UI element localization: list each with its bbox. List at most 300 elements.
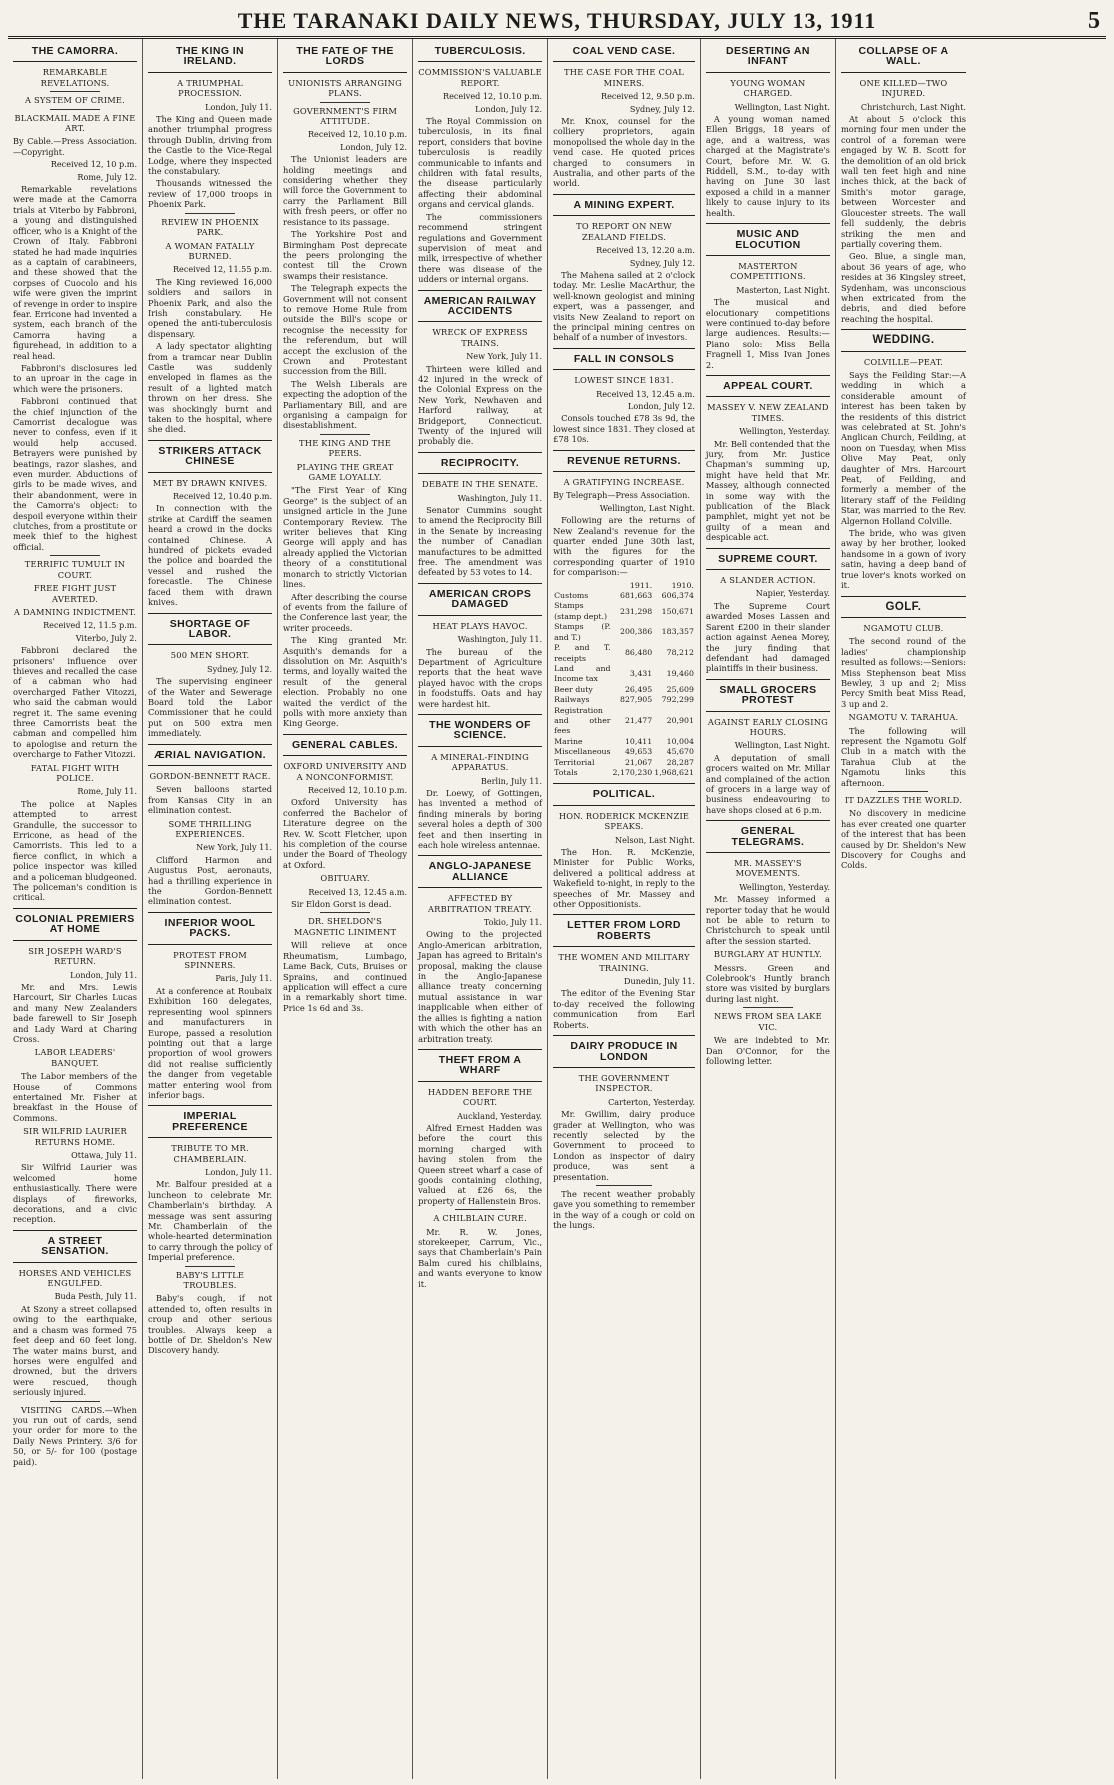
paragraph: Thirteen were killed and 42 injured in the wreck of the Colonial Express on the New York, Newhaven and Harford railway, at Bridgeport, Connecticut. Twenty of the injured will probably die.	[418, 363, 543, 447]
received-line: Received 12, 10.10 p.m.	[307, 785, 408, 795]
dateline: Sydney, July 12.	[207, 663, 273, 674]
deck: A CHILBLAIN CURE.	[433, 1213, 527, 1224]
rule	[706, 548, 830, 549]
rule	[50, 91, 100, 92]
table-cell: 10,411	[624, 736, 653, 746]
table-row	[553, 685, 695, 695]
masthead-title: THE TARANAKI DAILY NEWS, THURSDAY, JULY 13, 1911	[237, 8, 877, 33]
column-2	[143, 39, 278, 1779]
table-row	[553, 664, 695, 685]
rule	[553, 1067, 695, 1068]
deck: FREE FIGHT JUST AVERTED.	[33, 583, 117, 604]
rule	[148, 912, 272, 913]
paragraph: The police at Naples attempted to arrest Grandulle, the successor to Erricone, as head of the Camorrists. This led to a fierce conflict, in which a police inspector was killed and a policeman bludgeoned. The policeman's condition is critical.	[13, 798, 138, 903]
table-cell: 78,212	[666, 648, 694, 658]
paragraph: Mr. and Mrs. Lewis Harcourt, Sir Charles Lucas and many New Zealanders bade farewell to Sir Joseph and Lady Ward at Charing Cross.	[13, 981, 138, 1044]
deck: BURGLARY AT HUNTLY.	[713, 949, 822, 960]
deck: SIR JOSEPH WARD'S RETURN.	[28, 945, 122, 967]
table-row	[553, 758, 695, 768]
paragraph: Geo. Blue, a single man, about 36 years of age, who resides at 36 Kingsley street, Sydenham, was unconscious when extricated from the debris, and died before reaching the hospital.	[840, 251, 966, 324]
rule	[418, 290, 542, 291]
dateline: London, July 11.	[70, 969, 138, 980]
deck: TRIBUTE TO MR. CHAMBERLAIN.	[171, 1143, 249, 1164]
deck: FATAL FIGHT WITH POLICE.	[30, 762, 120, 783]
deck: MASSEY V. NEW ZEALAND TIMES.	[707, 402, 829, 423]
table-cell: Customs	[554, 591, 589, 601]
deck: ONE KILLED—TWO INJURED.	[859, 77, 948, 99]
rule	[841, 596, 966, 597]
table-cell: Beer duty	[554, 684, 593, 694]
paragraph: Remarkable revelations were made at the Camorra trials at Viterbo by Fabbroni, a young and distinguished officer, who is a Knight of the Crown of Italy. Fabbroni stated he had made inquiries as a captain of carabineers, and these showed that the corpses of Cuocolo and his wife were given the imprint of revenge in order to inspire fear. Erricone had invented a system, each branch of the Camorra having a figurehead, in addition to a real head.	[13, 184, 138, 361]
table-cell: 21,477	[624, 715, 653, 725]
headline: A MINING EXPERT.	[573, 198, 675, 211]
dateline: Napier, Yesterday.	[755, 588, 830, 599]
dateline: Dunedin, July 11.	[624, 976, 695, 987]
paragraph: The Telegraph expects the Government will not consent to remove Home Rule from outside the Bill's scope or recognise the necessity for the referendum, but will accept the exclusion of the Crown and Protestant succession from the Bill.	[283, 283, 408, 377]
advertisement: Mr. R. W. Jones, storekeeper, Carrum, Vic., says that Chamberlain's Pain Balm cured his chilblains, and wants everyone to know it.	[418, 1226, 543, 1289]
paragraph: The Labor members of the House of Commons entertained Mr. Fisher at breakfast in the House of Commons.	[13, 1071, 138, 1123]
deck: A SYSTEM OF CRIME.	[24, 95, 126, 106]
column-6	[701, 39, 836, 1779]
headline: THEFT FROM A WHARF	[438, 1053, 522, 1077]
rule	[841, 329, 966, 330]
rule	[283, 734, 407, 735]
deck: THE GOVERNMENT INSPECTOR.	[578, 1072, 670, 1094]
rule	[148, 440, 272, 441]
headline: GOLF.	[885, 600, 922, 613]
headline: TUBERCULOSIS.	[434, 45, 526, 57]
headline: REVENUE RETURNS.	[567, 454, 681, 467]
paragraph: The Supreme Court awarded Moses Lassen and Sarent £200 in their slander action against Aenea Morey, the jury finding that defendant had damaged plaintiffs in their business.	[705, 600, 830, 674]
headline: COLLAPSE OF A WALL.	[858, 45, 949, 68]
paragraph: At Szony a street collapsed owing to the earthquake, and a chasm was formed 75 feet deep and 60 feet long. The water mains burst, and horses were engulfed and drowned, but the drivers were rescued, though seriously injured.	[13, 1303, 138, 1398]
rule	[148, 1105, 272, 1106]
columns	[8, 39, 1106, 1779]
headline: COAL VEND CASE.	[572, 45, 676, 57]
rule	[553, 369, 695, 370]
paragraph: Owing to the projected Anglo-American arbitration, Japan has agreed to Britain's proposal, making the clause in the Anglo-Japanese alliance treaty concerning mutual assistance in war inapplicable when either of the allies is fighting a nation with which the other has an arbitration treaty.	[418, 929, 543, 1044]
headline: COLONIAL PREMIERS AT HOME	[15, 912, 135, 936]
table-row	[553, 622, 695, 643]
rule	[13, 940, 137, 941]
deck: HEAT PLAYS HAVOC.	[432, 620, 528, 631]
table-cell: 19,460	[666, 669, 694, 679]
table-cell: 86,480	[624, 648, 653, 658]
paragraph: The King granted Mr. Asquith's demands for a dissolution on Mr. Asquith's terms, and loyally waited the result of the general election. Probably no one waited the verdict of the polls with more anxiety than King George.	[283, 635, 408, 729]
headline: GENERAL TELEGRAMS.	[731, 825, 805, 848]
rule	[455, 1209, 505, 1210]
page-number: 5	[1088, 8, 1100, 34]
rule	[418, 855, 542, 856]
deck: COMMISSION'S VALUABLE REPORT.	[418, 67, 542, 88]
rule	[13, 908, 137, 909]
table-cell: Railways	[554, 695, 590, 705]
deck: HADDEN BEFORE THE COURT.	[427, 1086, 533, 1108]
headline: SHORTAGE OF LABOR.	[169, 617, 251, 640]
headline: ÆRIAL NAVIGATION.	[154, 748, 266, 761]
rule	[148, 944, 272, 945]
dateline: London, July 11.	[205, 1166, 273, 1177]
deck: WRECK OF EXPRESS TRAINS.	[432, 327, 528, 348]
rule	[706, 679, 830, 680]
dateline: Christchurch, Last Night.	[860, 101, 966, 112]
table-header-cell: 1911.	[629, 580, 653, 590]
table-cell: 10,004	[666, 736, 694, 746]
paragraph: A lady spectator alighting from a tramcar near Dublin Castle was suddenly enveloped in flames as the result of a lighted match thrown on her dress. She was shockingly burnt and taken to the hospital, where she died.	[148, 341, 273, 435]
received-line: Received 12, 11.5 p.m.	[43, 620, 138, 631]
rule	[706, 72, 830, 73]
deck: LOWEST SINCE 1831.	[574, 375, 674, 386]
deck: REMARKABLE REVELATIONS.	[40, 67, 110, 88]
received-line: Received 13, 12.45 a.m.	[596, 388, 695, 399]
headline: DESERTING AN INFANT	[726, 45, 810, 68]
paragraph: A deputation of small grocers waited on Mr. Millar and complained of the action of grocers in a large way of business endeavouring to have shops closed at 6 p.m.	[705, 752, 830, 815]
table-cell: 200,386	[619, 627, 653, 637]
table-cell: 21,067	[624, 757, 653, 767]
table-cell: Registration and other fees	[554, 705, 611, 736]
headline: GENERAL CABLES.	[291, 738, 399, 751]
dateline: Washington, July 11.	[457, 492, 543, 503]
deck: UNIONISTS ARRANGING PLANS.	[288, 77, 402, 99]
dateline: Carterton, Yesterday.	[608, 1096, 695, 1107]
rule	[553, 471, 695, 472]
deck: MASTERTON COMPETITIONS.	[730, 260, 806, 282]
received-line: Received 12, 9.50 p.m.	[600, 91, 695, 102]
dateline: Tokio, July 11.	[483, 917, 543, 928]
rule	[553, 914, 695, 915]
rule	[553, 194, 695, 195]
deck: HON. RODERICK MCKENZIE SPEAKS.	[558, 810, 690, 832]
received-line: Received 12, 10 p.m.	[50, 159, 138, 170]
table-cell: 20,901	[666, 715, 694, 725]
table-header-cell: 1910.	[671, 580, 694, 590]
paragraph: Clifford Harmon and Augustus Post, aeronauts, had a thrilling experience in the Gordon-Bennett elimination contest.	[148, 854, 273, 907]
paragraph: In connection with the strike at Cardiff the seamen heard a crowd in the docks contained Chinese. A hundred of pickets evaded the police and boarded the vessel and rushed the forecastle. The Chinese faced them with drawn knives.	[148, 503, 273, 608]
paragraph: Following are the returns of New Zealand's revenue for the quarter ended June 30th last, with the figures for the corresponding quarter of 1910 for comparison:—	[553, 515, 695, 578]
headline: APPEAL COURT.	[723, 379, 813, 392]
table-cell: Stamps (stamp dept.)	[554, 601, 608, 621]
rule	[148, 472, 272, 473]
deck: NEWS FROM SEA LAKE VIC.	[714, 1011, 822, 1032]
received-line: Received 12, 10.40 p.m.	[172, 491, 273, 502]
deck: BABY'S LITTLE TROUBLES.	[175, 1269, 245, 1291]
table-cell: 3,431	[629, 669, 653, 679]
rule	[553, 450, 695, 451]
dateline: Berlin, July 11.	[480, 775, 543, 786]
deck: DR. SHELDON'S MAGNETIC LINIMENT	[293, 916, 397, 937]
table-cell: 26,495	[624, 684, 653, 694]
rule	[418, 321, 542, 322]
rule	[320, 434, 370, 435]
deck: SIR WILFRID LAURIER RETURNS HOME.	[23, 1126, 127, 1147]
rule	[185, 213, 235, 214]
rule	[706, 852, 830, 853]
received-line: Received 13, 12.45 a.m.	[308, 886, 408, 897]
table-cell: Marine	[554, 736, 583, 746]
deck: YOUNG WOMAN CHARGED.	[730, 77, 806, 99]
paragraph: The Welsh Liberals are expecting the adoption of the Parliamentary Bill, and are organising a campaign for disestablishment.	[283, 378, 408, 431]
table-header-row	[553, 581, 695, 591]
table-cell: 25,609	[666, 684, 694, 694]
table-cell: 231,298	[619, 606, 653, 616]
paragraph: Senator Cummins sought to amend the Reciprocity Bill in the Senate by increasing the number of Canadian manufactures to be admitted free. The amendment was defeated by 53 votes to 14.	[418, 505, 543, 578]
paragraph: Sir Eldon Gorst is dead.	[291, 899, 392, 910]
table-cell: Stamps (P. and T.)	[554, 622, 611, 642]
dateline: Masterton, Last Night.	[736, 284, 830, 295]
paragraph: Messrs. Green and Colebrook's Huntly branch store was visited by burglars during last night.	[705, 962, 830, 1004]
rule	[50, 109, 100, 110]
rule	[50, 1401, 100, 1402]
dateline: London, July 12.	[340, 141, 408, 152]
rule	[706, 255, 830, 256]
dateline: Wellington, Last Night.	[734, 740, 830, 751]
paragraph: Mr. Gwillim, dairy produce grader at Wellington, who was recently selected by the Government to proceed to London as inspector of dairy produce, was sent a presentation.	[553, 1109, 695, 1182]
deck: DEBATE IN THE SENATE.	[421, 479, 539, 490]
table-row	[553, 591, 695, 601]
paragraph: At a conference at Roubaix Exhibition 160 delegates, representing wool spinners and manufacturers in Europe, passed a resolution pointing out that a large proportion of wool growers did not realise sufficiently the danger from vegetable matter entering wool from inferior bags.	[148, 985, 273, 1100]
headline: INFERIOR WOOL PACKS.	[164, 916, 256, 940]
paragraph: The King and Queen made another triumphal progress through Dublin, driving from the Castle to the Vice-Regal Lodge, where they inspected the constabulary.	[148, 114, 273, 177]
headline: AMERICAN RAILWAY ACCIDENTS	[423, 294, 537, 317]
headline: THE WONDERS OF SCIENCE.	[429, 718, 531, 742]
dateline: Rome, July 12.	[77, 171, 138, 182]
advertisement: The recent weather probably gave you something to remember in the way of a cough or cold on the lungs.	[553, 1188, 695, 1231]
table-row	[553, 737, 695, 747]
rule	[13, 61, 137, 62]
paragraph: The Mahena sailed at 2 o'clock today. Mr. Leslie MacArthur, the well-known geologist and mining expert, was a passenger, and visits New Zealand to report on the principal mining centres on behalf of a number of investors.	[553, 269, 695, 343]
table-row	[553, 601, 695, 622]
table-body	[553, 591, 695, 768]
column-1	[8, 39, 143, 1779]
paragraph: The supervising engineer of the Water and Sewerage Board told the Labor Commissioner that he could put on 500 extra men immediately.	[148, 676, 273, 739]
revenue-table	[553, 581, 695, 779]
deck: A DAMNING INDICTMENT.	[13, 606, 137, 617]
dateline: London, July 11.	[205, 101, 273, 112]
deck: TO REPORT ON NEW ZEALAND FIELDS.	[576, 221, 672, 242]
rule	[418, 452, 542, 453]
rule	[418, 1081, 542, 1082]
table-cell: 681,663	[619, 591, 653, 601]
rule	[706, 711, 830, 712]
dateline: Nelson, Last Night.	[615, 834, 695, 845]
table-cell: 606,374	[661, 591, 694, 601]
table-cell: 792,299	[661, 695, 694, 705]
paragraph: The musical and elocutionary competitions were continued to-day before large audiences. Results:—Piano solo: Miss Bella Fragnell 1, Miss Ivan Jones 2.	[705, 297, 830, 370]
table-cell: Territorial	[554, 757, 595, 767]
rule	[706, 396, 830, 397]
rule	[148, 1137, 272, 1138]
paragraph: "The First Year of King George" is the subject of an unsigned article in the June Contemporary Review. The writer believes that King George will apply and has already applied the Victorian theory of a constitutional monarch to strictly Victorian lines.	[283, 485, 408, 590]
paragraph: Alfred Ernest Hadden was before the court this morning charged with having stolen from the Queen street wharf a case of goods containing clothing, valued at £26 6s, the property of Hallenstein Bros.	[418, 1122, 543, 1206]
headline: SMALL GROCERS PROTEST	[719, 683, 817, 707]
deck: AGAINST EARLY CLOSING HOURS.	[707, 716, 828, 737]
rule	[418, 714, 542, 715]
masthead	[8, 6, 1106, 39]
table-cell: 1,968,621	[654, 767, 694, 777]
deck: OBITUARY.	[320, 873, 370, 884]
deck: LABOR LEADERS' BANQUET.	[34, 1047, 116, 1068]
paragraph: Says the Feilding Star:—A wedding in which a considerable amount of interest has been taken by the residents of this district was celebrated at St. John's Anglican Church, Feilding, at noon on Tuesday, when Miss Olive May Peat, only daughter of Mrs. Harcourt Peat, of Feilding, and formerly a member of the literary staff of the Feilding Star, was married to the Rev. Algernon Holland Colville.	[840, 369, 966, 526]
rule	[13, 1262, 137, 1263]
rule	[50, 555, 100, 556]
deck: MR. MASSEY'S MOVEMENTS.	[734, 858, 802, 879]
dateline: Washington, July 11.	[457, 634, 543, 645]
rule	[418, 61, 542, 62]
paragraph: Mr. Knox, counsel for the colliery proprietors, again monopolised the whole day in the vend case. He quoted prices charged to consumers in Australia, and other parts of the world.	[553, 116, 695, 189]
table-cell: 2,170,230	[612, 767, 653, 777]
paragraph: Mr. Balfour presided at a luncheon to celebrate Mr. Chamberlain's birthday. A message was sent assuring Mr. Chamberlain of the whole-hearted determination to carry through the policy of Imperial preference.	[148, 1179, 273, 1263]
deck: THE CASE FOR THE COAL MINERS.	[564, 67, 684, 88]
rule	[553, 1035, 695, 1036]
paragraph: The editor of the Evening Star to-day received the following communication from Earl Roberts.	[553, 988, 695, 1030]
byline: By Telegraph—Press Association.	[553, 490, 690, 501]
paragraph: The Royal Commission on tuberculosis, in its final report, considers that bovine tuberculosis is readily communicable to infants and children with fatal results, the disease particularly affecting their abdominal organs and cervical glands.	[418, 116, 543, 210]
deck: NGAMOTU V. TARAHUA.	[848, 712, 959, 723]
paragraph: The King reviewed 16,000 soldiers and sailors in Phoenix Park, and also the Irish constabulary. He opened the anti-tuberculosis dispensary.	[148, 276, 273, 339]
paragraph: Consols touched £78 3s 9d, the lowest since 1831. They closed at £78 10s.	[553, 413, 695, 445]
table-cell: P. and T. receipts	[554, 643, 611, 663]
headline: MUSIC AND ELOCUTION	[735, 228, 801, 251]
deck: SOME THRILLING EXPERIENCES.	[168, 818, 252, 839]
headline: A STREET SENSATION.	[41, 1234, 109, 1258]
table-total-row	[553, 768, 695, 778]
headline: THE FATE OF THE LORDS	[296, 45, 394, 68]
deck: PROTEST FROM SPINNERS.	[173, 949, 247, 971]
rule	[706, 375, 830, 376]
column-4	[413, 39, 548, 1779]
rule	[148, 613, 272, 614]
deck: AFFECTED BY ARBITRATION TREATY.	[427, 893, 533, 914]
dateline: Sydney, July 12.	[629, 257, 695, 268]
deck: GOVERNMENT'S FIRM ATTITUDE.	[293, 105, 398, 127]
rule	[418, 887, 542, 888]
rule	[418, 615, 542, 616]
headline: ANGLO-JAPANESE ALLIANCE	[428, 860, 532, 883]
rule	[743, 1007, 793, 1008]
paragraph: The Hon. R. McKenzie, Minister for Public Works, delivered a political address at Wakefield to-night, in reply to the speeches of Mr. Massey and other Oppositionists.	[553, 847, 695, 910]
rule	[148, 765, 272, 766]
received-line: Received 12, 10.10 p.m.	[442, 91, 543, 102]
paragraph: The following will represent the Ngamotu Golf Club in a match with the Tarahua Club at the Ngamotu links this afternoon.	[840, 725, 966, 788]
column-5	[548, 39, 701, 1779]
paragraph: After describing the course of events from the failure of the Conference last year, the writer proceeds.	[283, 591, 408, 633]
paragraph: The Yorkshire Post and Birmingham Post deprecate the peers prolonging the contest till the Crown swamps their resistance.	[283, 229, 408, 281]
headline: RECIPROCITY.	[440, 456, 520, 469]
deck: A WOMAN FATALLY BURNED.	[165, 240, 255, 261]
dateline: London, July 12.	[475, 103, 543, 114]
paragraph: The commissioners recommend stringent regulations and Government supervision of meat and milk, irrespective of whether there was disease of the udders or internal organs.	[418, 211, 543, 285]
headline: POLITICAL.	[592, 788, 656, 801]
paragraph: Dr. Loewy, of Gottingen, has invented a method of finding minerals by boring several holes a depth of 300 feet and then inserting in each hole wireless antennae.	[418, 787, 543, 850]
advertisement: No discovery in medicine has ever created one quarter of the interest that has been caused by Dr. Sheldon's New Discovery for Coughs and Colds.	[840, 808, 966, 871]
dateline: Ottawa, July 11.	[71, 1150, 138, 1160]
table-cell: 28,287	[666, 757, 694, 767]
rule	[320, 102, 370, 103]
table-cell: 49,653	[624, 747, 653, 757]
rule	[553, 215, 695, 216]
headline: IMPERIAL PREFERENCE	[172, 1110, 248, 1133]
headline: STRIKERS ATTACK CHINESE	[158, 444, 262, 468]
paragraph: The bureau of the Department of Agriculture reports that the heat wave played havoc with the crops in foodstuffs. Oats and hay were hardest hit.	[418, 646, 543, 709]
dateline: Paris, July 11.	[215, 973, 273, 984]
table-row	[553, 706, 695, 737]
byline: By Cable.—Press Association.—Copyright.	[13, 136, 138, 157]
paragraph: A young woman named Ellen Briggs, 18 years of age, and a waitress, was charged at the Magistrate's Court, before Mr. W. G. Riddell, S.M., to-day with having on June 30 last exposed a child in a manner likely to cause injury to its health.	[705, 114, 830, 218]
advertisement: We are indebted to Mr. Dan O'Connor, for the following letter.	[705, 1035, 830, 1066]
deck: COLVILLE—PEAT.	[863, 356, 944, 367]
rule	[706, 569, 830, 570]
deck: THE KING AND THE PEERS.	[299, 437, 392, 459]
deck: TERRIFIC TUMULT IN COURT.	[24, 559, 126, 580]
table-cell: 150,671	[661, 606, 694, 616]
rule	[148, 744, 272, 745]
paragraph: The bride, who was given away by her brother, looked handsome in a gown of ivory satin, having a deep band of true lover's knots worked on it.	[840, 528, 966, 591]
rule	[706, 223, 830, 224]
paragraph: Oxford University has conferred the Bachelor of Literature degree on the Rev. W. Scott Fletcher, upon his completion of the course under the Board of Theology at Oxford.	[283, 797, 408, 870]
rule	[13, 1230, 137, 1231]
deck: A TRIUMPHAL PROCESSION.	[177, 77, 243, 99]
table-cell: Miscellaneous	[554, 747, 611, 757]
headline: AMERICAN CROPS DAMAGED	[428, 587, 532, 611]
paragraph: Fabbroni continued that the chief injunction of the Camorrist decalogue was never to confess, even if it would help accused. Betrayers were punished by beatings, razor slashes, and even murder. Abductions of girls to be made wives, and their abandonment, were in the Camorra's object: to despoil everyone within their clutches, from a prostitute or meek thief to the highest official.	[13, 396, 138, 552]
table-cell: 45,670	[666, 747, 694, 757]
dateline: Sydney, July 12.	[629, 103, 695, 114]
received-line: Received 12, 10.10 p.m.	[307, 129, 408, 140]
rule	[553, 61, 695, 62]
dateline: Auckland, Yesterday.	[457, 1110, 543, 1121]
dateline: Wellington, Last Night.	[734, 101, 830, 112]
rule	[185, 1266, 235, 1267]
column-3	[278, 39, 413, 1779]
table-row	[553, 695, 695, 705]
rule	[841, 72, 966, 73]
paragraph: At about 5 o'clock this morning four men under the control of a foreman were engaged by W. B. Scott for the demolition of an old brick wall ten feet high and nine inches thick, at the back of Smith's motor garage, between Worcester and Gloucester streets. The wall fell suddenly, the debris striking the men and partially covering them.	[840, 114, 966, 249]
headline: THE KING IN IRELAND.	[176, 45, 245, 68]
headline: WEDDING.	[872, 334, 935, 347]
deck: THE WOMEN AND MILITARY TRAINING.	[558, 952, 690, 973]
dateline: Wellington, Yesterday.	[739, 881, 830, 892]
dateline: Wellington, Last Night.	[599, 502, 695, 513]
headline: THE CAMORRA.	[31, 45, 119, 57]
advertisement: Baby's cough, if not attended to, often results in croup and other serious troubles. Always keep a bottle of Dr. Sheldon's New Discovery handy.	[148, 1293, 273, 1356]
dateline: Viterbo, July 2.	[75, 632, 138, 643]
paragraph: Mr. Massey informed a reporter today that he would not be able to return to Christchurch to speak until after the session started.	[705, 894, 830, 946]
paragraph: Fabbroni declared the prisoners' influence over thieves and recalled the case of a cabman who had overcharged Father Vitozzi, who said the cabman would regret it. The same evening three Camorrists beat the cabman and compelled him to apologise and return the overcharge to Father Vitozzi.	[13, 645, 138, 760]
deck: OXFORD UNIVERSITY AND A NONCONFORMIST.	[283, 761, 407, 782]
headline: FALL IN CONSOLS	[573, 352, 675, 365]
rule	[553, 805, 695, 806]
received-line: Received 13, 12.20 a.m.	[596, 245, 695, 256]
received-line: Received 12, 11.55 p.m.	[172, 264, 273, 275]
headline: DAIRY PRODUCE IN LONDON	[570, 1040, 678, 1063]
paragraph: The second round of the ladies' championship resulted as follows:—Seniors: Miss Stephenson beat Miss Bewley, 3 up and 2; Miss Percy Smith beat Miss Read, 3 up and 2.	[840, 636, 966, 709]
rule	[418, 1049, 542, 1050]
rule	[553, 783, 695, 784]
rule	[283, 72, 407, 73]
rule	[418, 583, 542, 584]
table-cell: Totals	[554, 767, 578, 777]
deck: A SLANDER ACTION.	[720, 575, 816, 586]
headline: LETTER FROM LORD ROBERTS	[567, 919, 681, 942]
paragraph: The Unionist leaders are holding meetings and considering whether they will force the Government to carry the Parliament Bill with fresh peers, or offer no resistance to its passage.	[283, 154, 408, 227]
rule	[418, 746, 542, 747]
deck: HORSES AND VEHICLES ENGULFED.	[18, 1267, 132, 1289]
dateline: London, July 12.	[627, 400, 695, 411]
rule	[706, 820, 830, 821]
table-cell: 827,905	[619, 695, 653, 705]
rule	[148, 72, 272, 73]
rule	[320, 912, 370, 913]
